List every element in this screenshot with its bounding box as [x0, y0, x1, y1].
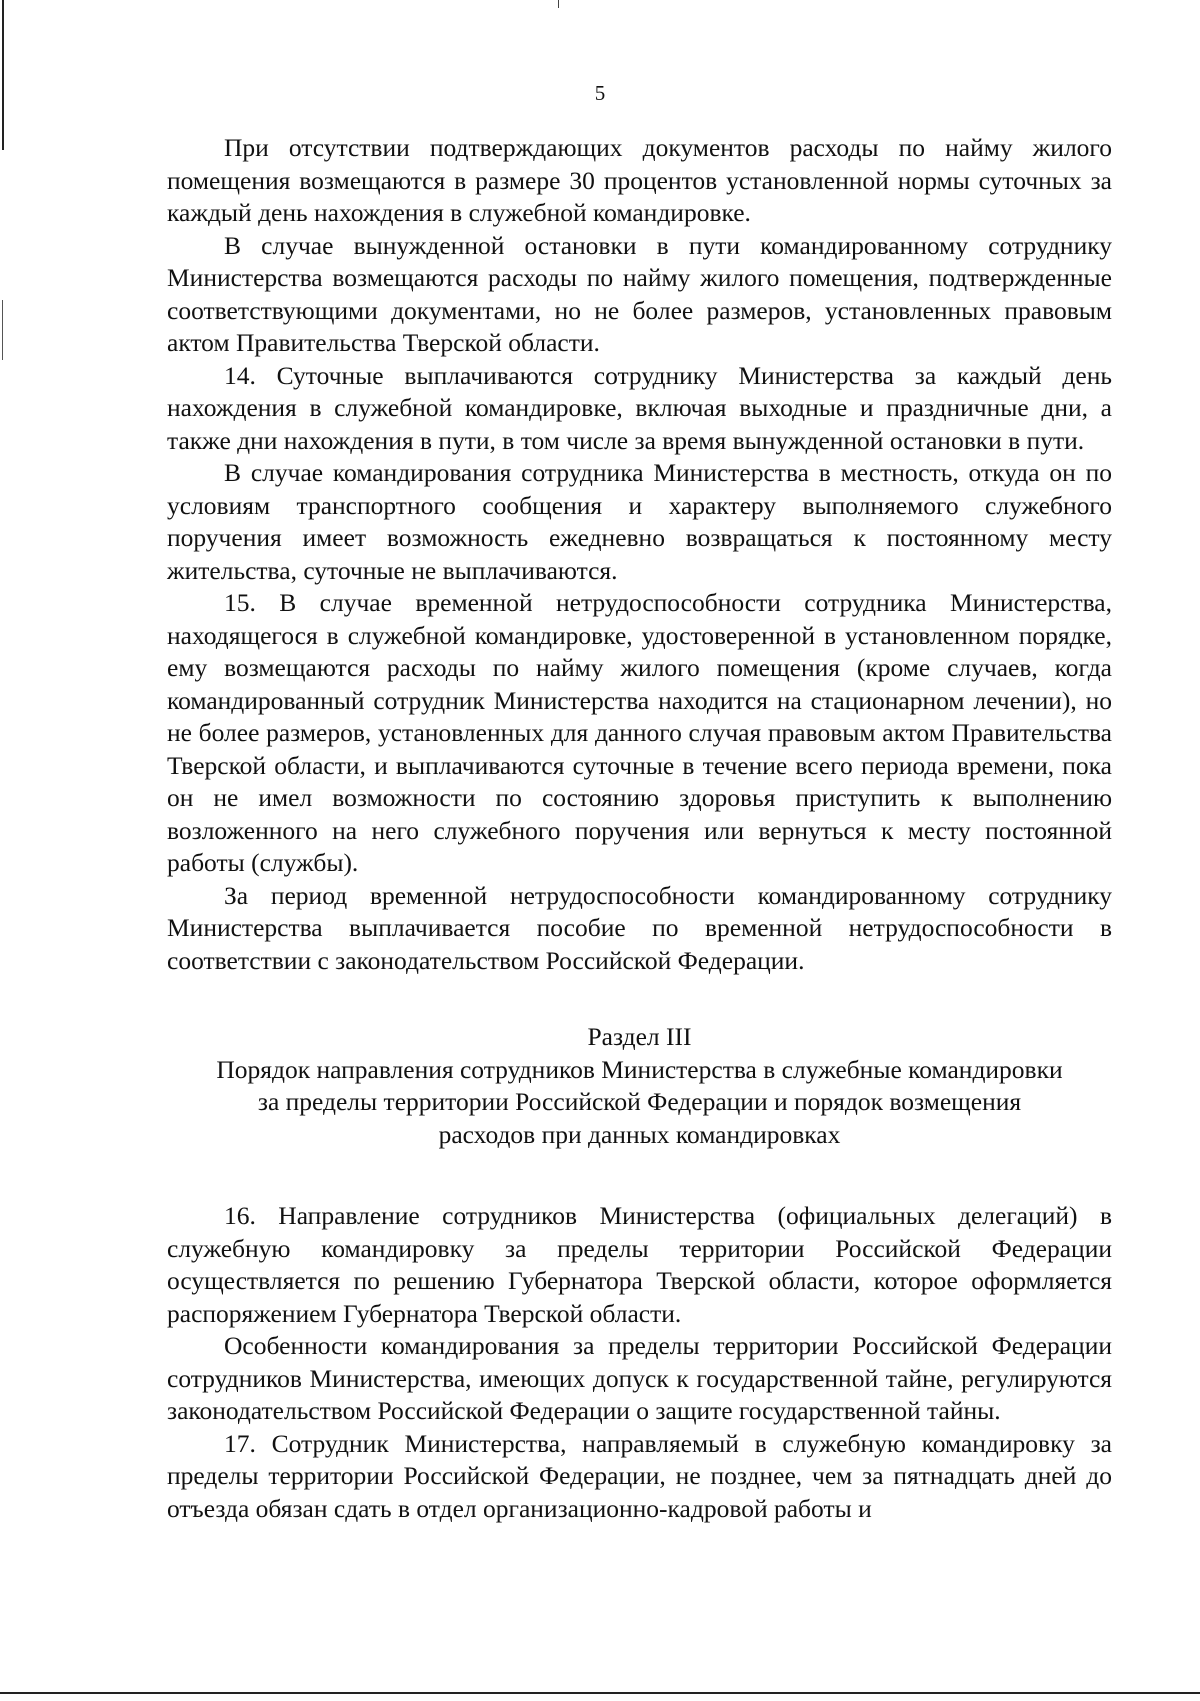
paragraph-item-16: 16. Направление сотрудников Министерства (официальных делегаций) в служебную командировку за пределы территории Российской Федерации осуществляется по решению Губернатора Тверской области, которое оформляется распоряжением Губернатора Тверской области. [167, 1201, 1112, 1328]
section-heading-line: за пределы территории Российской Федерации и порядок возмещения [257, 1087, 1022, 1116]
scan-edge-mark [558, 0, 559, 8]
scan-edge-line [2, 300, 3, 360]
paragraph: За период временной нетрудоспособности командированному сотруднику Министерства выплачивается пособие по временной нетрудоспособности в соответствии с законодательством Российской Федерации. [167, 880, 1112, 975]
section-heading-line: расходов при данных командировках [438, 1119, 841, 1149]
scan-edge-line [2, 0, 4, 150]
paragraph: В случае командирования сотрудника Министерства в местность, откуда он по условиям транспортного сообщения и характеру выполняемого служебного поручения имеет возможность ежедневно возвращаться к постоянному месту жительства, суточные не выплачиваются. [167, 458, 1112, 585]
paragraph-item-17: 17. Сотрудник Министерства, направляемый в служебную командировку за пределы территории Российской Федерации, не позднее, чем за пятнадцать дней до отъезда обязан сдать в отдел организационно-кадровой работы и [167, 1428, 1112, 1523]
section-heading-line: Порядок направления сотрудников Министерства в служебные командировки [216, 1054, 1063, 1084]
section-heading [167, 1054, 1112, 1152]
paragraph: В случае вынужденной остановки в пути командированному сотруднику Министерства возмещаются расходы по найму жилого помещения, подтвержденные соответствующими документами, но не более размеров, установленных правовым актом Правительства Тверской области. [167, 230, 1112, 357]
section-title: Раздел III [587, 1022, 692, 1051]
document-body [167, 132, 1112, 1525]
paragraph-item-15: 15. В случае временной нетрудоспособности сотрудника Министерства, находящегося в служебной командировке, удостоверенной в установленном порядке, ему возмещаются расходы по найму жилого помещения (кроме случаев, когда командированный сотрудник Министерства находится на стационарном лечении), но не более размеров, установленных для данного случая правовым актом Правительства Тверской области, и выплачиваются суточные в течение всего периода времени, пока он не имел возможности по состоянию здоровья приступить к выполнению возложенного на него служебного поручения или вернуться к месту постоянной работы (службы). [167, 588, 1112, 877]
page-number: 5 [594, 81, 606, 105]
paragraph: Особенности командирования за пределы территории Российской Федерации сотрудников Министерства, имеющих допуск к государственной тайне, регулируются законодательством Российской Федерации о защите государственной тайны. [167, 1331, 1112, 1425]
scan-edge-line [0, 1692, 1200, 1694]
paragraph: При отсутствии подтверждающих документов расходы по найму жилого помещения возмещаются в размере 30 процентов установленной нормы суточных за каждый день нахождения в служебной командировке. [167, 133, 1112, 227]
paragraph-item-14: 14. Суточные выплачиваются сотруднику Министерства за каждый день нахождения в служебной командировке, включая выходные и праздничные дни, а также дни нахождения в пути, в том числе за время вынужденной остановки в пути. [167, 360, 1112, 455]
